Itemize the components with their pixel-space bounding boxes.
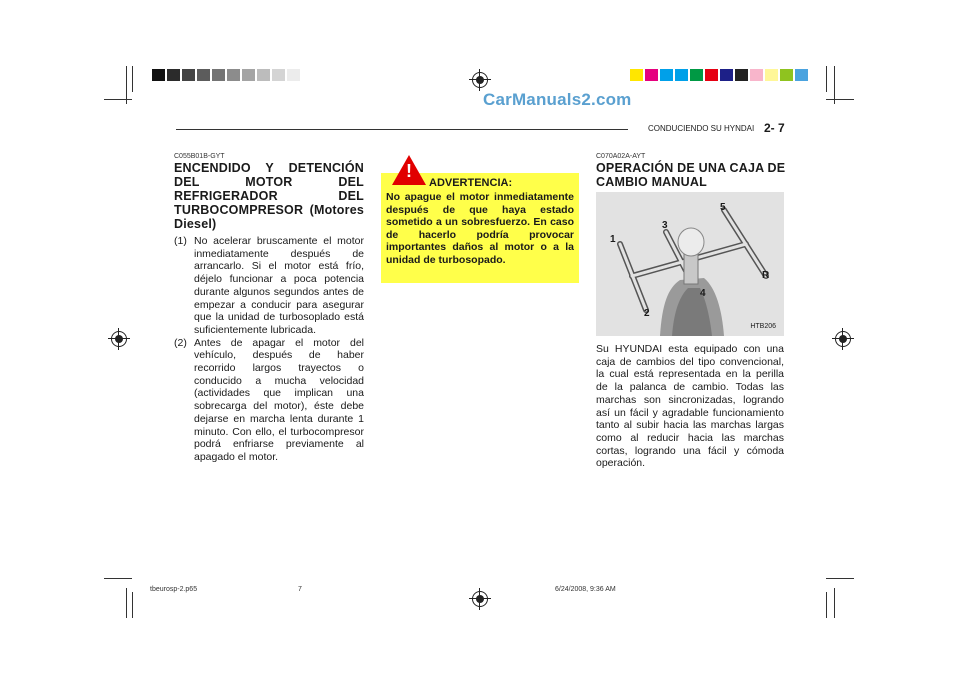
left-column (174, 153, 364, 464)
right-column-header (596, 153, 786, 189)
crop-mark (826, 66, 827, 92)
warning-text: No apague el motor inmediatamente después de que haya estado sometido a un sobresfuerzo. En caso de hacerlo podría provocar importantes daños al motor o a la unidad de turbosopado. (386, 191, 574, 266)
list-number: (1) (174, 235, 187, 247)
color-swatch (182, 69, 195, 81)
header-rule (176, 129, 628, 130)
crop-mark (132, 592, 133, 618)
color-swatch (675, 69, 688, 81)
registration-mark-icon (469, 588, 491, 610)
warning-title: ADVERTENCIA: (429, 177, 513, 189)
gear-label-2: 2 (644, 308, 650, 319)
color-swatch (257, 69, 270, 81)
warning-box (381, 173, 579, 283)
color-swatch (705, 69, 718, 81)
list-number: (2) (174, 336, 187, 349)
exclamation-icon: ! (406, 161, 412, 181)
gear-label-5: 5 (720, 202, 726, 213)
list-item (174, 337, 364, 464)
list-text: No acelerar bruscamente el motor inmediatamente después de arrancarlo. Si el motor está frío, déjelo funcionar a poca potencia durante algunos segundos antes de empezar a conducir para asegurar que la unidad de turbosoplado está suficientemente lubricada. (194, 235, 364, 336)
gear-pattern-illustration (596, 192, 784, 336)
registration-mark-icon (832, 328, 854, 350)
section-heading: ENCENDIDO Y DETENCIÓN DEL MOTOR DEL REFRIGERADOR DEL TURBOCOMPRESOR (Motores Diesel) (174, 161, 364, 231)
color-swatch (690, 69, 703, 81)
crop-mark (826, 99, 854, 100)
footer-page: 7 (298, 586, 302, 593)
footer-date: 6/24/2008, 9:36 AM (555, 586, 616, 593)
registration-mark-icon (469, 69, 491, 91)
crop-mark (132, 66, 133, 92)
section-title: CONDUCIENDO SU HYNDAI (648, 124, 755, 133)
color-swatch (720, 69, 733, 81)
color-swatch (780, 69, 793, 81)
list-item (174, 235, 364, 337)
color-swatch (152, 69, 165, 81)
section-code: C055B01B-GYT (174, 153, 225, 160)
color-swatch (660, 69, 673, 81)
crop-mark (826, 592, 827, 618)
page-number: 2- 7 (764, 121, 785, 135)
color-swatch (272, 69, 285, 81)
color-swatch (645, 69, 658, 81)
color-swatch (750, 69, 763, 81)
color-swatch (197, 69, 210, 81)
figure-label: HTB206 (750, 323, 776, 330)
section-code: C070A02A-AYT (596, 153, 646, 160)
gear-label-1: 1 (610, 234, 616, 245)
color-swatch (212, 69, 225, 81)
color-swatch (242, 69, 255, 81)
gear-label-3: 3 (662, 220, 668, 231)
color-swatch (167, 69, 180, 81)
list-text: Antes de apagar el motor del vehículo, después de haber recorrido largos trayectos o conducido a mucha velocidad (actividades que implican una sobrecarga del motor), éste debe dejarse en marcha lenta durante 1 minuto. Con ello, el turbocompresor podrá enfriarse previamente al apagado el motor. (194, 336, 364, 463)
registration-mark-icon (108, 328, 130, 350)
color-swatch (765, 69, 778, 81)
color-swatch (795, 69, 808, 81)
gearbox-paragraph: Su HYUNDAI esta equipado con una caja de cambios del tipo convencional, la cual está representada en la perilla de la palanca de cambio. Todas las marchas son sincronizadas, logrando así un fácil y agradable funcionamiento tanto al subir hacia las marchas largas como al reducir hacia las marchas cortas, logrando una fácil y cómoda operación. (596, 343, 784, 470)
section-heading: OPERACIÓN DE UNA CAJA DE CAMBIO MANUAL (596, 161, 786, 189)
footer-filename: tbeurosp-2.p65 (150, 586, 198, 593)
crop-mark (834, 588, 835, 618)
color-swatch (735, 69, 748, 81)
crop-mark (104, 99, 132, 100)
gear-label-4: 4 (700, 288, 706, 299)
watermark: CarManuals2.com (483, 90, 632, 109)
crop-mark (826, 578, 854, 579)
crop-mark (126, 588, 127, 618)
color-swatch (630, 69, 643, 81)
color-swatch (227, 69, 240, 81)
gear-shift-figure (596, 192, 784, 336)
instruction-list (174, 235, 364, 464)
color-swatch (287, 69, 300, 81)
crop-mark (104, 578, 132, 579)
gear-label-r: R (762, 270, 770, 281)
